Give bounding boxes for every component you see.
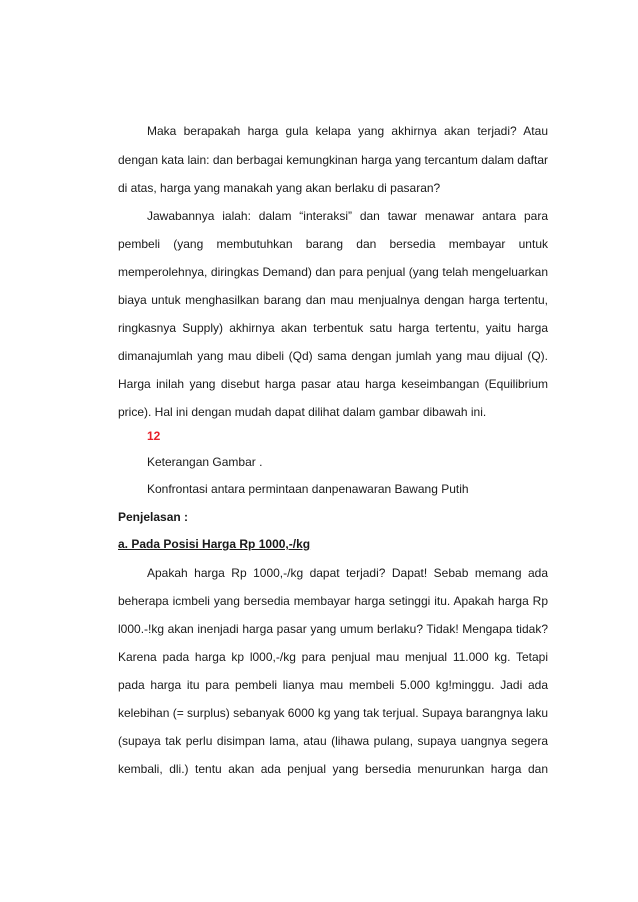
caption-title: Keterangan Gambar . (147, 455, 263, 469)
subsection-heading (118, 536, 548, 552)
paragraph-3-line-3: l000.-!kg akan inenjadi harga pasar yang umum berlaku? Tidak! Mengapa tidak? (118, 622, 548, 636)
caption-text: Konfrontasi antara permintaan danpenawaran Bawang Putih (147, 482, 469, 496)
paragraph-1-line-3: di atas, harga yang manakah yang akan berlaku di pasaran? (118, 181, 441, 195)
paragraph-2-line-6: dimanajumlah yang mau dibeli (Qd) sama dengan jumlah yang mau dijual (Q). (118, 349, 548, 363)
paragraph-2-line-2: pembeli (yang membutuhkan barang dan bersedia membayar untuk (118, 237, 548, 251)
paragraph-2-line-8: price). Hal ini dengan mudah dapat dilihat dalam gambar dibawah ini. (118, 405, 487, 419)
paragraph-3-line-7: (supaya tak perlu disimpan lama, atau (lihawa pulang, supaya uangnya segera (118, 734, 548, 748)
paragraph-1-line-1: Maka berapakah harga gula kelapa yang akhirnya akan terjadi? Atau (147, 124, 548, 138)
paragraph-2-line-1: Jawabannya ialah: dalam “interaksi” dan tawar menawar antara para (147, 209, 548, 223)
section-heading: Penjelasan : (118, 510, 189, 524)
subsection-heading-text: a. Pada Posisi Harga Rp 1000,-/kg (118, 537, 311, 551)
paragraph-3-line-8: kembali, dli.) tentu akan ada penjual yang bersedia menurunkan harga dan (118, 762, 548, 776)
paragraph-3-line-1: Apakah harga Rp 1000,-/kg dapat terjadi? Dapat! Sebab memang ada (147, 566, 548, 580)
paragraph-3-line-6: kelebihan (= surplus) sebanyak 6000 kg yang tak terjual. Supaya barangnya laku (118, 706, 548, 720)
paragraph-2-line-7: Harga inilah yang disebut harga pasar atau harga keseimbangan (Equilibrium (118, 377, 548, 391)
paragraph-2-line-3: memperolehnya, diringkas Demand) dan para penjual (yang telah mengeluarkan (118, 265, 548, 279)
paragraph-2-line-4: biaya untuk menghasilkan barang dan mau menjualnya dengan harga tertentu, (118, 293, 548, 307)
paragraph-2-line-5: ringkasnya Supply) akhirnya akan terbentuk satu harga tertentu, yaitu harga (118, 321, 548, 335)
page-number: 12 (147, 429, 161, 443)
paragraph-3-line-5: pada harga itu para pembeli lianya mau membeli 5.000 kg!minggu. Jadi ada (118, 678, 548, 692)
paragraph-3-line-4: Karena pada harga kp l000,-/kg para penjual mau menjual 11.000 kg. Tetapi (118, 650, 548, 664)
paragraph-1-line-2: dengan kata lain: dan berbagai kemungkinan harga yang tercantum dalam daftar (118, 153, 548, 167)
paragraph-3-line-2: beherapa icmbeli yang bersedia membayar harga setinggi itu. Apakah harga Rp (118, 594, 548, 608)
